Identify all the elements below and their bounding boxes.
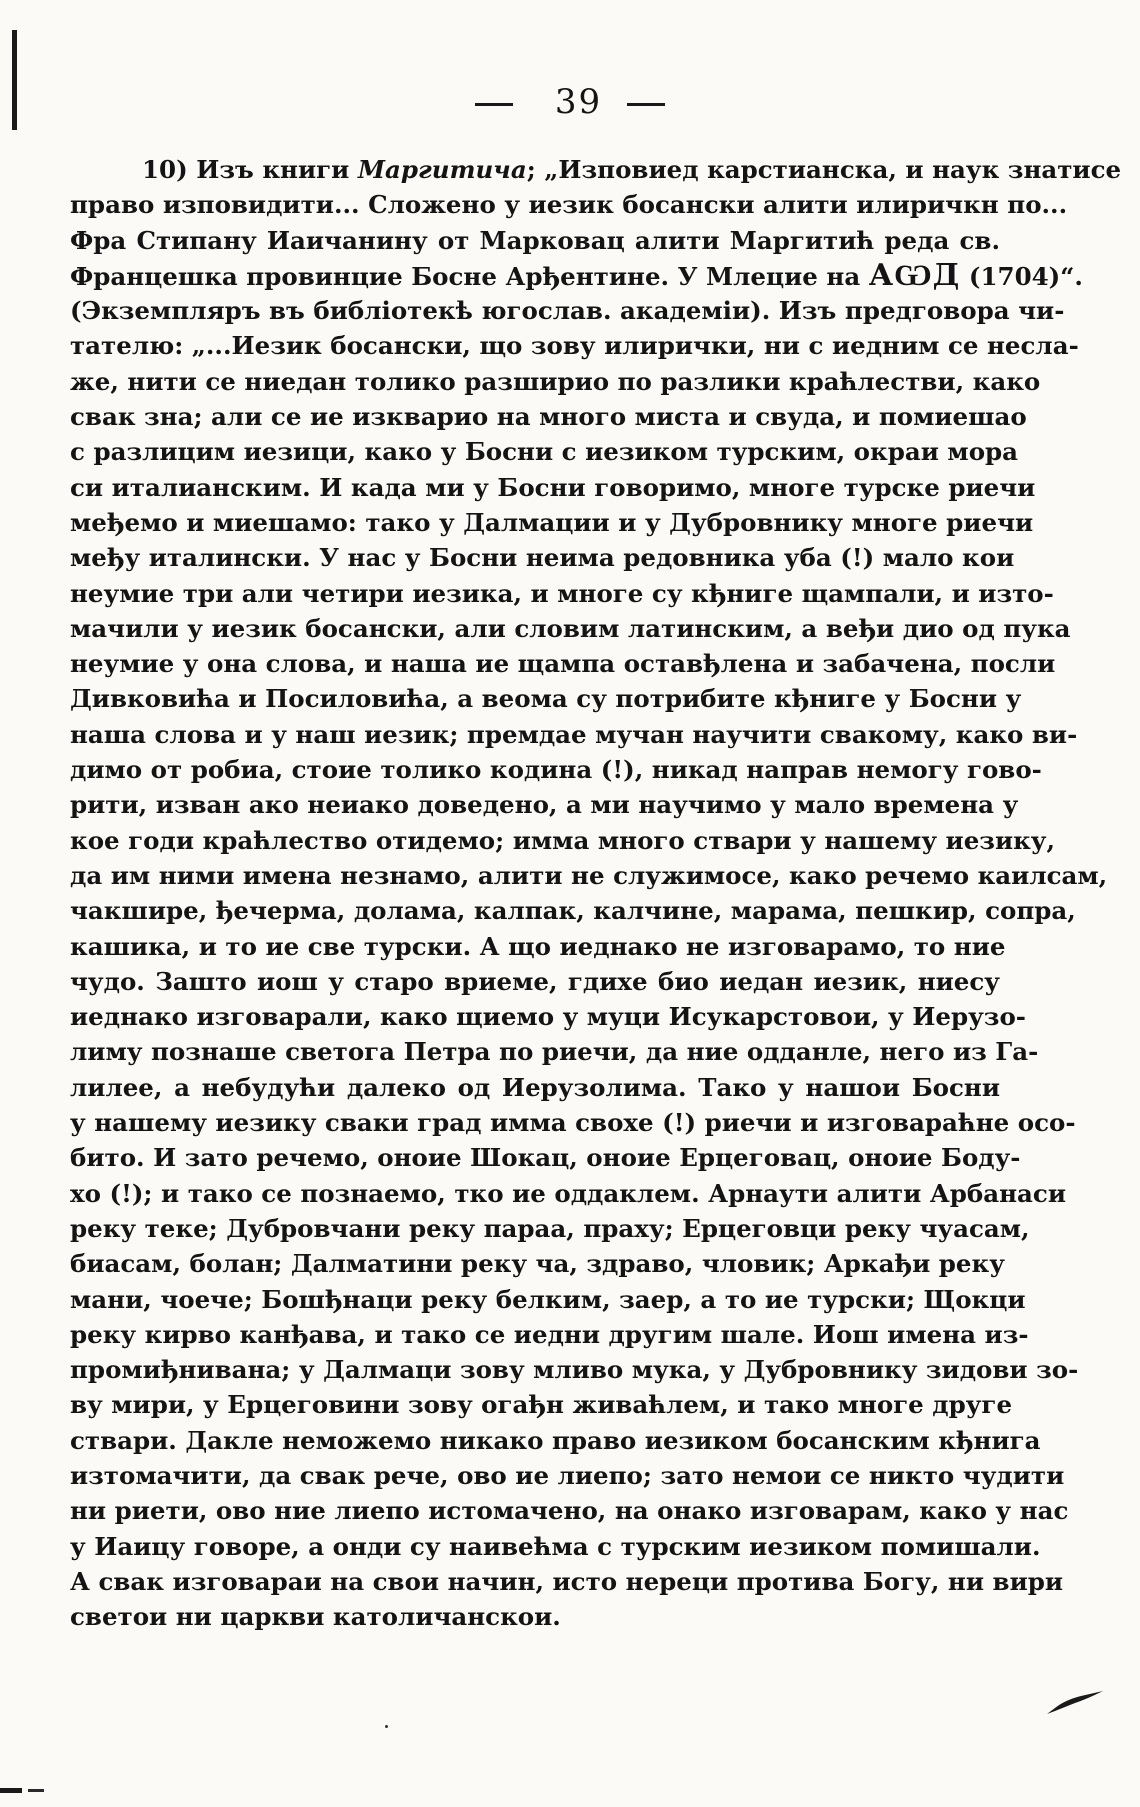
text-line: ни риети, ово ние лиепо истомачено, на онако изговарам, како у нас <box>70 1496 1069 1526</box>
text-segment: Францешка провинцие Босне Арђентине. У Млецие на <box>70 261 869 291</box>
pen-mark-icon <box>1045 1690 1105 1716</box>
text-line: неумие три али четири иезика, и многе су кђниге щампали, и изто- <box>70 578 1054 608</box>
text-line: Фра Стипану Иаичанину от Марковац алити Маргитић реда св. <box>70 225 1000 255</box>
author-name: Маргитича <box>357 155 527 184</box>
text-line: димо от робиа, стоие толико кодина (!), никад направ немогу гово- <box>70 755 1042 785</box>
text-line: светои ни царкви католичанскои. <box>70 1602 561 1632</box>
text-line: рити, изван ако неиако доведено, а ми научимо у мало времена у <box>70 790 1019 820</box>
stray-ink-dot <box>385 1725 388 1728</box>
text-segment: (1704)“. <box>960 261 1083 291</box>
cyrillic-year-numeral: АѠД <box>868 257 961 293</box>
text-line: тателю: „...Иезик босански, що зову илирички, ни с иедним се несла- <box>70 331 1079 361</box>
text-line: хо (!); и тако се познаемо, тко ие оддаклем. Арнаути алити Арбанаси <box>70 1178 1066 1208</box>
text-line: ствари. Дакле неможемо никако право иезиком босанским кђнига <box>70 1425 1041 1455</box>
text-line: си италианским. И када ми у Босни говоримо, многе турске риечи <box>70 472 1036 502</box>
text-line: с разлицим иезици, како у Босни с иезиком турским, окраи мора <box>70 437 1019 467</box>
text-line: реку кирво канђава, и тако се иедни другим шале. Иош имена из- <box>70 1319 1029 1349</box>
header-dash-left <box>475 103 513 106</box>
text-line: чудо. Зашто иош у старо вриеме, гдихе био иедан иезик, ниесу <box>70 966 1000 996</box>
text-line: реку теке; Дубровчани реку параа, праху; Ерцеговци реку чуасам, <box>70 1213 1030 1243</box>
text-line: међемо и миешамо: тако у Далмации и у Дубровнику многе риечи <box>70 507 1034 537</box>
page-number: 39 <box>554 82 603 122</box>
text-line: да им ними имена незнамо, алити не служимосе, како речемо каилсам, <box>70 860 1108 890</box>
text-line: изтомачити, да свак рече, ово ие лиепо; зато немои се никто чудити <box>70 1460 1065 1490</box>
text-line: неумие у она слова, и наша ие щампа оставђлена и забачена, посли <box>70 649 1056 679</box>
citation-prefix: 10) Изъ книги <box>142 155 358 184</box>
text-line <box>70 152 1122 187</box>
text-line <box>70 257 1083 293</box>
text-line: лиму познаше светога Петра по риечи, да ние одданле, него из Га- <box>70 1037 1039 1067</box>
text-line: кое годи краћлество отидемо; имма много ствари у нашему иезику, <box>70 825 1056 855</box>
text-line: же, нити се ниедан толико разширио по разлики краћлестви, како <box>70 366 1041 396</box>
header-dash-right <box>627 103 665 106</box>
text-line: биасам, болан; Далматини реку ча, здраво, чловик; Аркађи реку <box>70 1249 1005 1279</box>
bottom-edge-mark <box>0 1785 60 1795</box>
text-line: ву мири, у Ерцеговини зову огађн живаћлем, и тако многе друге <box>70 1390 1013 1420</box>
text-line: у Иаицу говоре, а онди су наивећма с турским иезиком помишали. <box>70 1531 1041 1561</box>
text-line: право изповидити... Сложено у иезик босански алити илиричкн по... <box>70 190 1068 220</box>
text-line: иеднако изговарали, како щиемо у муци Исукарстовои, у Иерузо- <box>70 1002 1026 1032</box>
text-line: Дивковића и Посиловића, а веома су потрибите кђниге у Босни у <box>70 684 1022 714</box>
text-line: међу италински. У нас у Босни неима редовника уба (!) мало кои <box>70 543 1015 573</box>
text-line: (Экземпляръ въ библіотекѣ югослав. академіи). Изъ предговора чи- <box>70 296 1065 326</box>
text-line: свак зна; али се ие изкварио на много миста и свуда, и помиешао <box>70 402 1027 432</box>
citation-title: ; „Изповиед карстианска, и наук знатисе <box>526 155 1122 184</box>
text-line: наша слова и у наш иезик; премдае мучан научити свакому, како ви- <box>70 719 1078 749</box>
text-line: бито. И зато речемо, онoие Шокац, онoие Ерцеговац, онoие Боду- <box>70 1143 1021 1173</box>
text-line: мачили у иезик босански, али словим латинским, а веђи дио од пука <box>70 613 1071 643</box>
text-line: лилее, а небудући далеко од Иерузолима. Тако у нашои Босни <box>70 1072 1000 1102</box>
text-line: чакшире, ђечерма, долама, калпак, калчине, марама, пешкир, сопра, <box>70 896 1076 926</box>
body-text <box>70 152 1122 1634</box>
text-line: мани, чоече; Бошђнаци реку белким, заер, а то ие турски; Щокци <box>70 1284 1026 1314</box>
text-line: промиђнивана; у Далмаци зову мливо мука, у Дубровнику зидови зо- <box>70 1355 1079 1385</box>
text-line: у нашему иезику сваки град имма свохе (!) риечи и изговараћне осо- <box>70 1108 1076 1138</box>
text-line: А свак изговараи на свои начин, исто нереци противa Богу, ни вири <box>70 1566 1064 1596</box>
page-header <box>0 82 1140 122</box>
text-line: кашика, и то ие све турски. А що иеднако не изговарамо, то ние <box>70 931 1006 961</box>
